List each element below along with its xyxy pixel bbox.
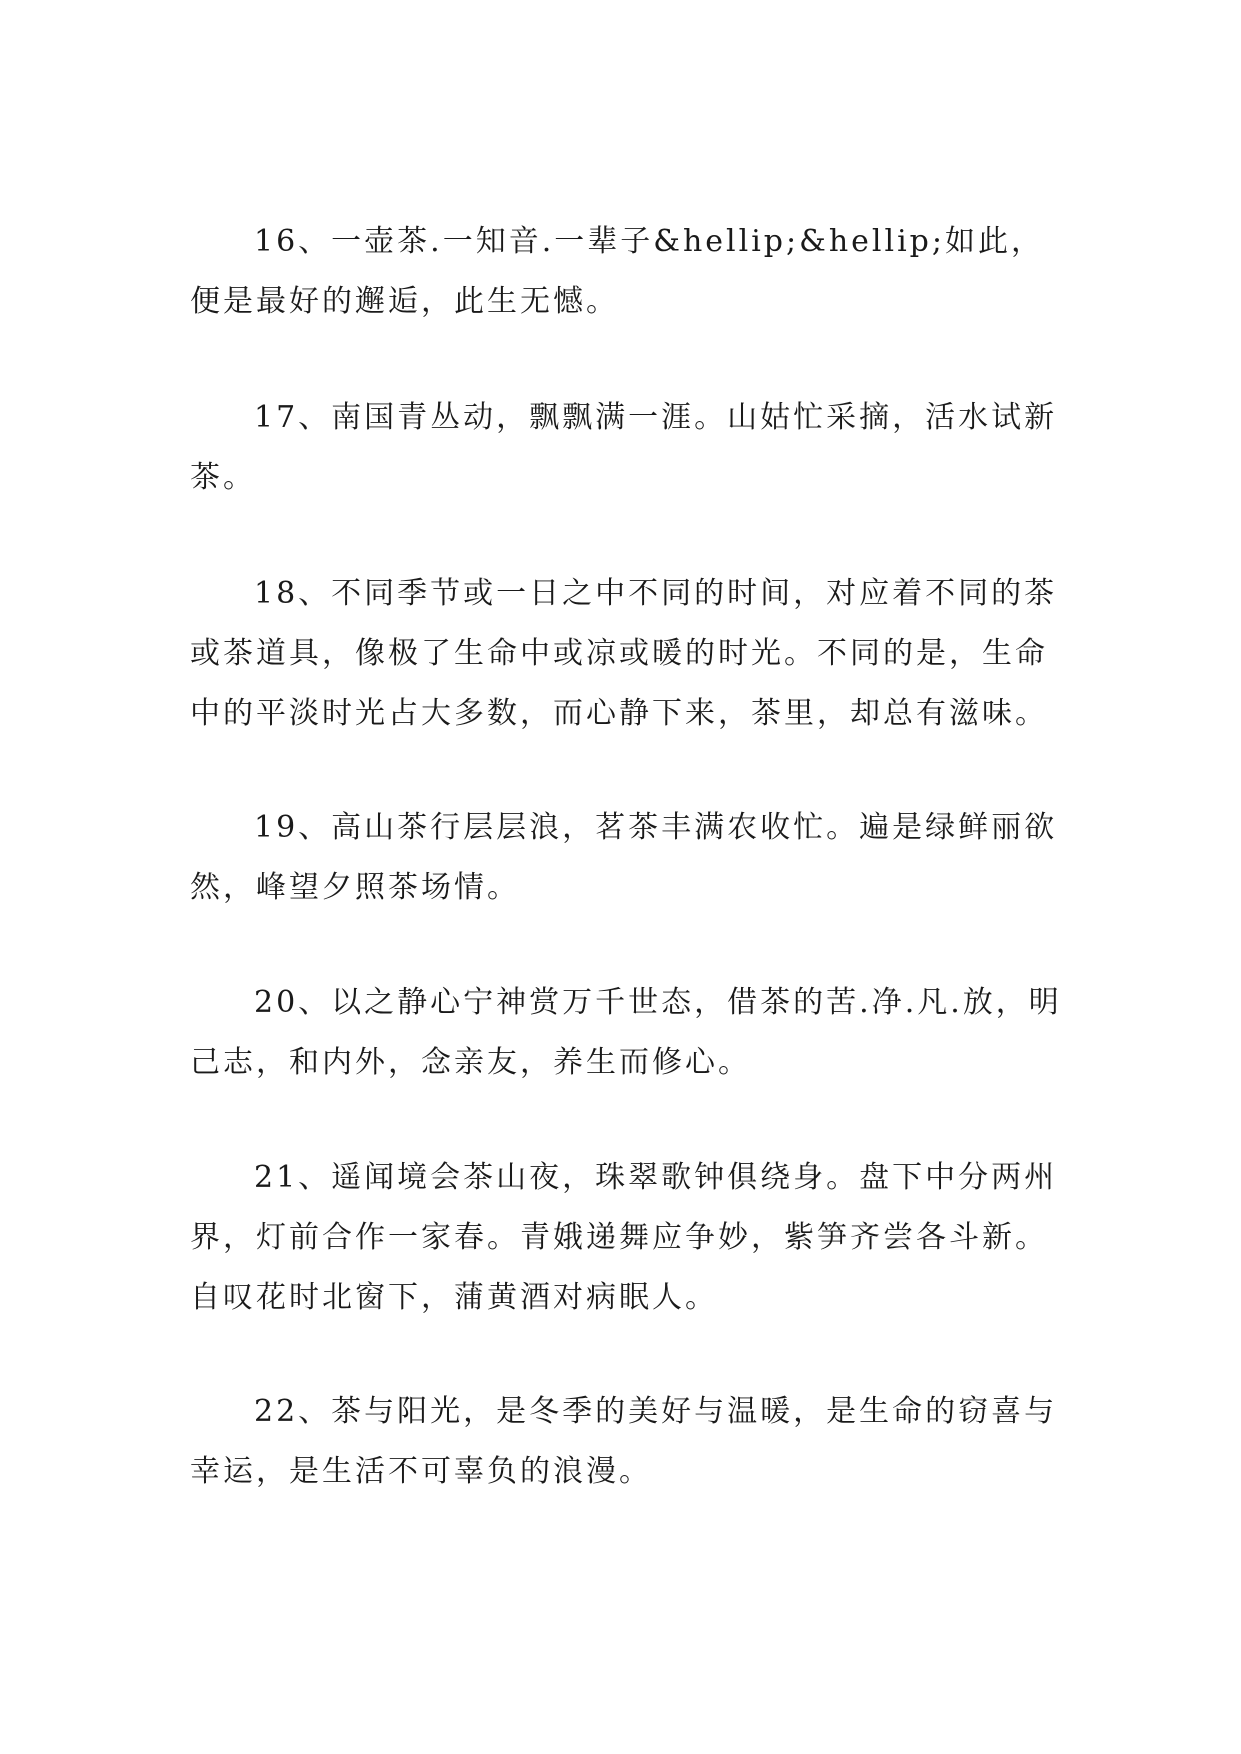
paragraph-20: 20、以之静心宁神赏万千世态，借茶的苦.净.凡.放，明己志，和内外，念亲友，养生而修心。: [190, 985, 1062, 1080]
paragraph-16: 16、一壶茶.一知音.一辈子&hellip;&hellip;如此，便是最好的邂逅，此生无憾。: [190, 224, 1044, 319]
paragraph-18: 18、不同季节或一日之中不同的时间，对应着不同的茶或茶道具，像极了生命中或凉或暖的时光。不同的是，生命中的平淡时光占大多数，而心静下来，茶里，却总有滋味。: [190, 576, 1058, 731]
paragraph-19: 19、高山茶行层层浪，茗茶丰满农收忙。遍是绿鲜丽欲然，峰望夕照茶场情。: [190, 810, 1058, 905]
paragraph-17: 17、南国青丛动，飘飘满一涯。山姑忙采摘，活水试新茶。: [190, 400, 1058, 495]
paragraph-22: 22、茶与阳光，是冬季的美好与温暖，是生命的窃喜与幸运，是生活不可辜负的浪漫。: [190, 1394, 1058, 1489]
paragraph-21: 21、遥闻境会茶山夜，珠翠歌钟俱绕身。盘下中分两州界，灯前合作一家春。青娥递舞应争妙，紫笋齐尝各斗新。自叹花时北窗下，蒲黄酒对病眠人。: [190, 1160, 1058, 1315]
